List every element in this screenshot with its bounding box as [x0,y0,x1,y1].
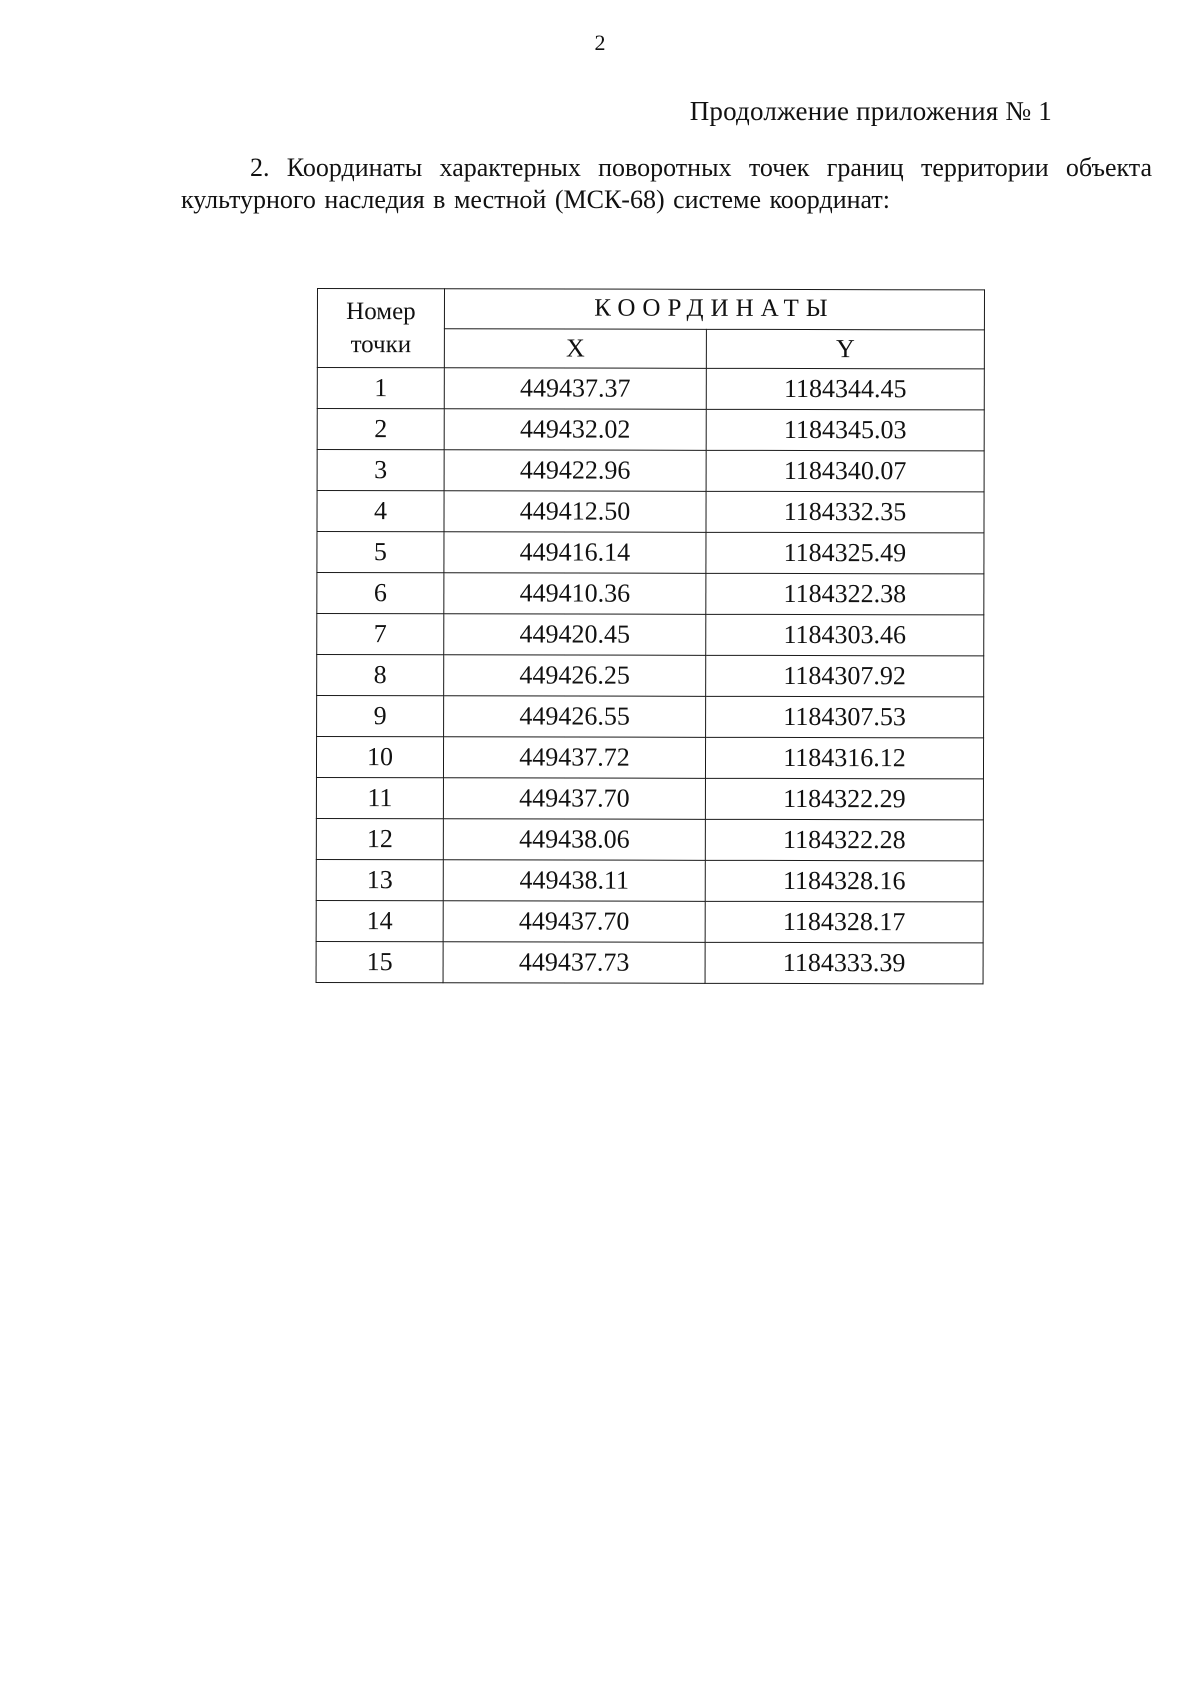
x-coordinate-cell: 449422.96 [444,450,706,492]
table-row [317,491,984,533]
table-row [316,941,983,983]
point-number-cell: 3 [317,450,444,491]
y-coordinate-cell: 1184307.53 [706,696,984,738]
x-coordinate-cell: 449420.45 [444,614,706,656]
table-row [316,900,983,942]
y-coordinate-cell: 1184316.12 [705,737,983,779]
table-row [317,614,984,656]
table-row [317,409,984,451]
page-number: 2 [594,30,606,55]
table-row [317,573,984,615]
point-number-cell: 14 [316,900,443,941]
table-row [317,696,984,738]
x-coordinate-cell: 449437.70 [443,901,705,943]
point-number-cell: 6 [317,573,444,614]
continuation-title: Продолжение приложения № 1 [689,96,1052,126]
table-row [316,737,983,779]
x-coordinate-cell: 449437.70 [443,778,705,820]
y-coordinate-cell: 1184307.92 [706,655,984,697]
point-number-cell: 1 [317,368,444,409]
x-coordinate-cell: 449426.25 [444,655,706,697]
y-coordinate-cell: 1184328.17 [705,901,983,943]
table-row [316,859,983,901]
point-number-cell: 5 [317,532,444,573]
y-coordinate-cell: 1184345.03 [706,409,984,451]
y-coordinate-cell: 1184340.07 [706,450,984,492]
y-coordinate-cell: 1184333.39 [705,942,983,984]
table-row [317,368,984,410]
point-number-cell: 9 [317,696,444,737]
point-number-cell: 11 [316,778,443,819]
x-coordinate-cell: 449432.02 [444,409,706,451]
coordinates-table-body [316,368,984,984]
x-coordinate-cell: 449426.55 [444,696,706,738]
x-coordinate-cell: 449437.73 [443,942,705,984]
y-coordinate-cell: 1184332.35 [706,491,984,533]
table-row [316,818,983,860]
point-number-cell: 7 [317,614,444,655]
point-number-cell: 4 [317,491,444,532]
intro-paragraph: 2. Координаты характерных поворотных точек границ территории объекта культурного наследия в местной (МСК-68) системе координат: [181,153,1152,214]
x-coordinate-cell: 449416.14 [444,532,706,574]
x-column-header: X [444,328,706,368]
coordinates-group-header: КООРДИНАТЫ [444,289,984,330]
table-row [317,655,984,697]
y-coordinate-cell: 1184325.49 [706,532,984,574]
y-coordinate-cell: 1184322.29 [705,778,983,820]
point-number-cell: 12 [316,818,443,859]
point-number-cell: 15 [316,941,443,982]
x-coordinate-cell: 449438.11 [443,860,705,902]
y-coordinate-cell: 1184322.28 [705,819,983,861]
point-number-cell: 2 [317,409,444,450]
x-coordinate-cell: 449437.37 [444,368,706,410]
point-number-cell: 8 [317,655,444,696]
y-coordinate-cell: 1184328.16 [705,860,983,902]
table-row [316,778,983,820]
y-column-header: Y [706,329,984,369]
point-number-cell: 10 [316,737,443,778]
point-number-cell: 13 [316,859,443,900]
y-coordinate-cell: 1184322.38 [706,573,984,615]
x-coordinate-cell: 449438.06 [443,819,705,861]
x-coordinate-cell: 449412.50 [444,491,706,533]
x-coordinate-cell: 449437.72 [443,737,705,779]
header-row-top [317,289,984,330]
x-coordinate-cell: 449410.36 [444,573,706,615]
coordinates-table [316,288,985,984]
table-row [317,532,984,574]
point-number-header: Номер точки [317,289,444,368]
table-row [317,450,984,492]
y-coordinate-cell: 1184303.46 [706,614,984,656]
coordinates-table-header [317,289,984,369]
y-coordinate-cell: 1184344.45 [706,368,984,410]
